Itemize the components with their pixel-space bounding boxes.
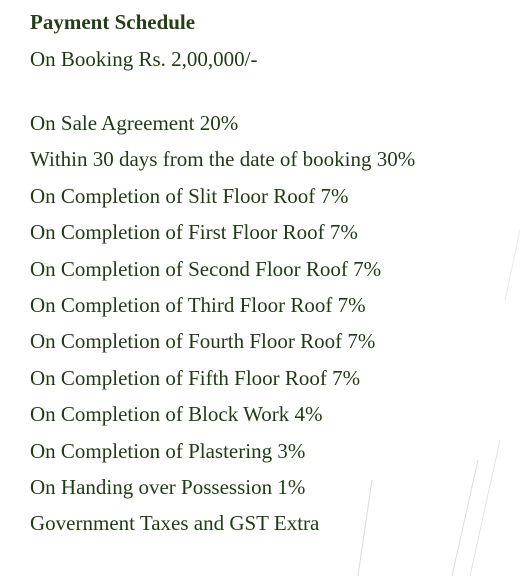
schedule-item-second-floor-roof: On Completion of Second Floor Roof 7% [30,256,382,281]
schedule-item-plastering: On Completion of Plastering 3% [30,438,306,463]
schedule-item-third-floor-roof: On Completion of Third Floor Roof 7% [30,292,366,317]
schedule-item-first-floor-roof: On Completion of First Floor Roof 7% [30,220,358,245]
page-title: Payment Schedule [30,10,196,34]
schedule-item-sale-agreement: On Sale Agreement 20% [30,111,239,135]
schedule-item-fifth-floor-roof: On Completion of Fifth Floor Roof 7% [30,365,361,390]
schedule-item-slit-floor-roof: On Completion of Slit Floor Roof 7% [30,183,349,208]
schedule-item-fourth-floor-roof: On Completion of Fourth Floor Roof 7% [30,329,376,354]
booking-amount: On Booking Rs. 2,00,000/- [30,47,258,71]
schedule-item-possession: On Handing over Possession 1% [30,474,306,499]
schedule-item-taxes-gst: Government Taxes and GST Extra [30,511,320,536]
payment-schedule-list [30,105,415,542]
schedule-item-block-work: On Completion of Block Work 4% [30,402,323,427]
schedule-item-within-30-days: Within 30 days from the date of booking 30% [30,147,416,172]
